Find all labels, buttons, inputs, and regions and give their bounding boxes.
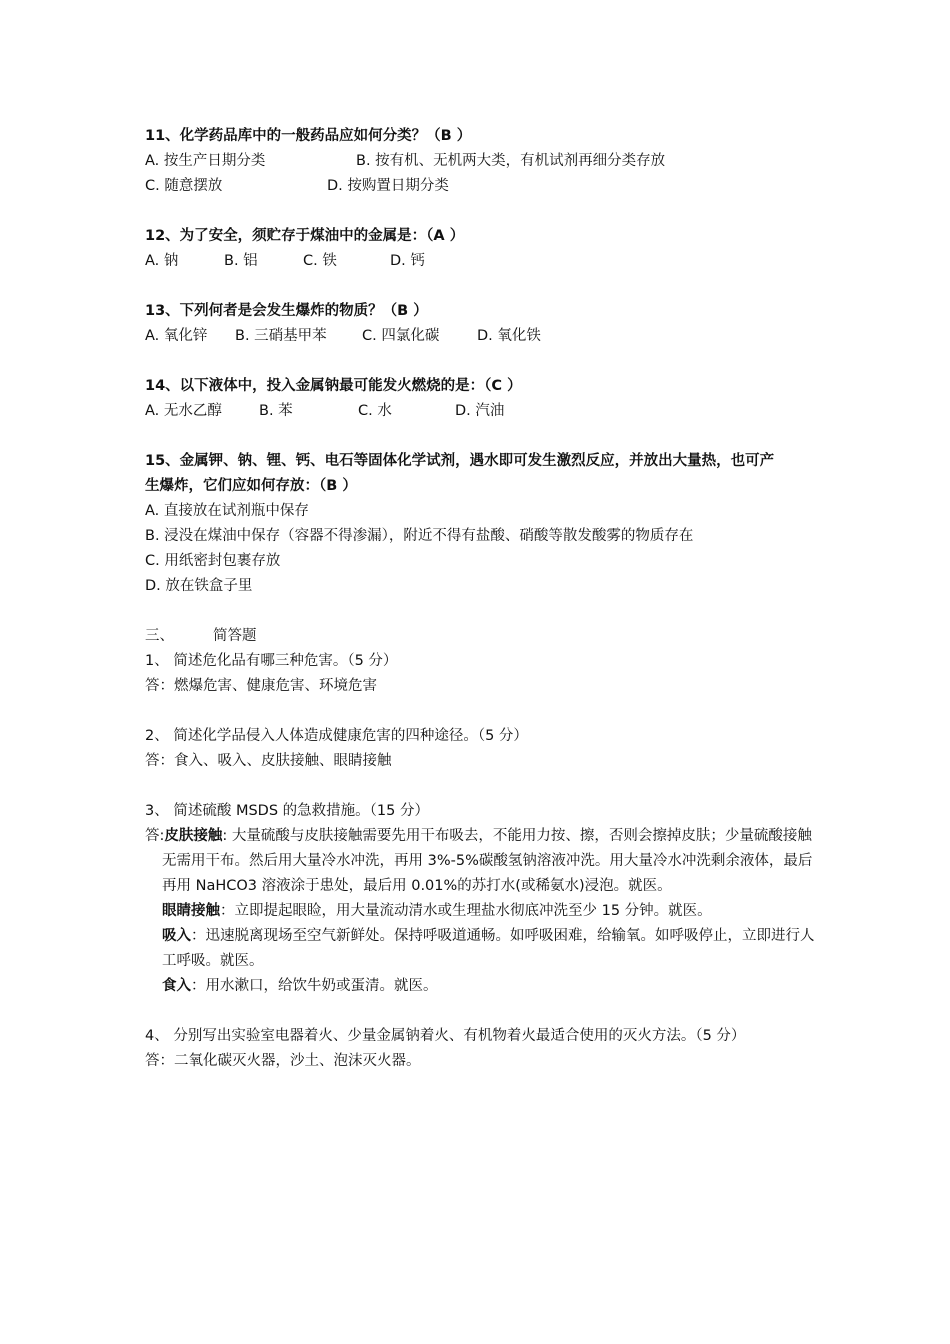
option-c: C. 铁 [303, 253, 337, 269]
ingestion-label: 食入 [162, 978, 191, 994]
eye-contact-label: 眼睛接触 [162, 903, 220, 919]
option-a: A. 按生产日期分类 [145, 153, 266, 169]
answer-ingestion [145, 974, 825, 999]
short-answer-3-question: 3、 简述硫酸 MSDS 的急救措施。（15 分） [145, 803, 429, 819]
inhalation-label: 吸入 [162, 928, 191, 944]
eye-contact-text: ：立即提起眼睑，用大量流动清水或生理盐水彻底冲洗至少 15 分钟。就医。 [220, 903, 712, 919]
question-12-text: 12、为了安全，须贮存于煤油中的金属是：（A ） [145, 228, 465, 244]
option-c: C. 随意摆放 [145, 178, 223, 194]
option-b: B. 铝 [224, 253, 258, 269]
question-13-text: 13、下列何者是会发生爆炸的物质？（B ） [145, 303, 428, 319]
short-answer-2 [145, 724, 825, 774]
question-15-text-line2: 生爆炸，它们应如何存放：（B ） [145, 478, 357, 494]
section-title: 简答题 [213, 628, 257, 644]
option-c: C. 四氯化碳 [362, 328, 440, 344]
option-a: A. 氧化锌 [145, 328, 208, 344]
option-c: C. 用纸密封包裹存放 [145, 553, 281, 569]
question-14 [145, 374, 825, 424]
document-content [145, 124, 825, 1099]
answer-skin-contact [145, 824, 825, 899]
question-13-options [145, 324, 825, 349]
option-d: D. 氧化铁 [477, 328, 541, 344]
question-12 [145, 224, 825, 274]
short-answer-4-answer: 答：二氧化碳灭火器，沙土、泡沫灭火器。 [145, 1053, 421, 1069]
short-answer-1 [145, 649, 825, 699]
option-a: A. 无水乙醇 [145, 403, 222, 419]
question-14-text: 14、以下液体中，投入金属钠最可能发火燃烧的是：（C ） [145, 378, 522, 394]
option-d: D. 汽油 [455, 403, 505, 419]
short-answer-4 [145, 1024, 825, 1074]
option-b: B. 苯 [259, 403, 293, 419]
option-b: B. 按有机、无机两大类，有机试剂再细分类存放 [356, 153, 666, 169]
question-12-options [145, 249, 825, 274]
short-answer-1-answer: 答：燃爆危害、健康危害、环境危害 [145, 678, 377, 694]
short-answer-2-answer: 答：食入、吸入、皮肤接触、眼睛接触 [145, 753, 392, 769]
option-c: C. 水 [358, 403, 392, 419]
question-11-options-row2 [145, 174, 825, 199]
option-b: B. 浸没在煤油中保存（容器不得渗漏），附近不得有盐酸、硝酸等散发酸雾的物质存在 [145, 528, 694, 544]
answer-inhalation [145, 924, 825, 974]
option-d: D. 按购置日期分类 [327, 178, 449, 194]
option-b: B. 三硝基甲苯 [235, 328, 327, 344]
short-answer-4-question: 4、 分别写出实验室电器着火、少量金属钠着火、有机物着火最适合使用的灭火方法。（5 分） [145, 1028, 746, 1044]
option-a: A. 直接放在试剂瓶中保存 [145, 503, 309, 519]
short-answer-1-question: 1、 简述危化品有哪三种危害。（5 分） [145, 653, 398, 669]
skin-contact-label: 皮肤接触 [164, 828, 223, 844]
inhalation-text: ：迅速脱离现场至空气新鲜处。保持呼吸道通畅。如呼吸困难，给输氧。如呼吸停止，立即进行人工呼吸。就医。 [162, 928, 815, 969]
option-d: D. 放在铁盒子里 [145, 578, 253, 594]
question-13 [145, 299, 825, 349]
option-d: D. 钙 [390, 253, 425, 269]
ingestion-text: ：用水漱口，给饮牛奶或蛋清。就医。 [191, 978, 438, 994]
question-11-text: 11、化学药品库中的一般药品应如何分类？（B ） [145, 128, 472, 144]
question-14-options [145, 399, 825, 424]
question-15 [145, 449, 825, 599]
question-11 [145, 124, 825, 199]
section-heading [145, 624, 825, 649]
answer-eye-contact [145, 899, 825, 924]
question-15-text-line1: 15、金属钾、钠、锂、钙、电石等固体化学试剂，遇水即可发生激烈反应，并放出大量热，也可产 [145, 453, 775, 469]
skin-contact-text: : 大量硫酸与皮肤接触需要先用干布吸去，不能用力按、擦，否则会擦掉皮肤；少量硫酸接触无需用干布。然后用大量冷水冲洗，再用 3%-5%碳酸氢钠溶液冲洗。用大量冷水冲洗剩余液体，最后再用 NaHCO3 溶液涂于患处，最后用 0.01%的苏打水(或稀氨水)浸泡。就医。 [162, 828, 813, 894]
section-number: 三、 [145, 628, 174, 644]
short-answer-2-question: 2、 简述化学品侵入人体造成健康危害的四种途径。（5 分） [145, 728, 528, 744]
answer-prefix: 答: [145, 828, 165, 844]
question-11-options-row1 [145, 149, 825, 174]
short-answer-3 [145, 799, 825, 999]
option-a: A. 钠 [145, 253, 179, 269]
